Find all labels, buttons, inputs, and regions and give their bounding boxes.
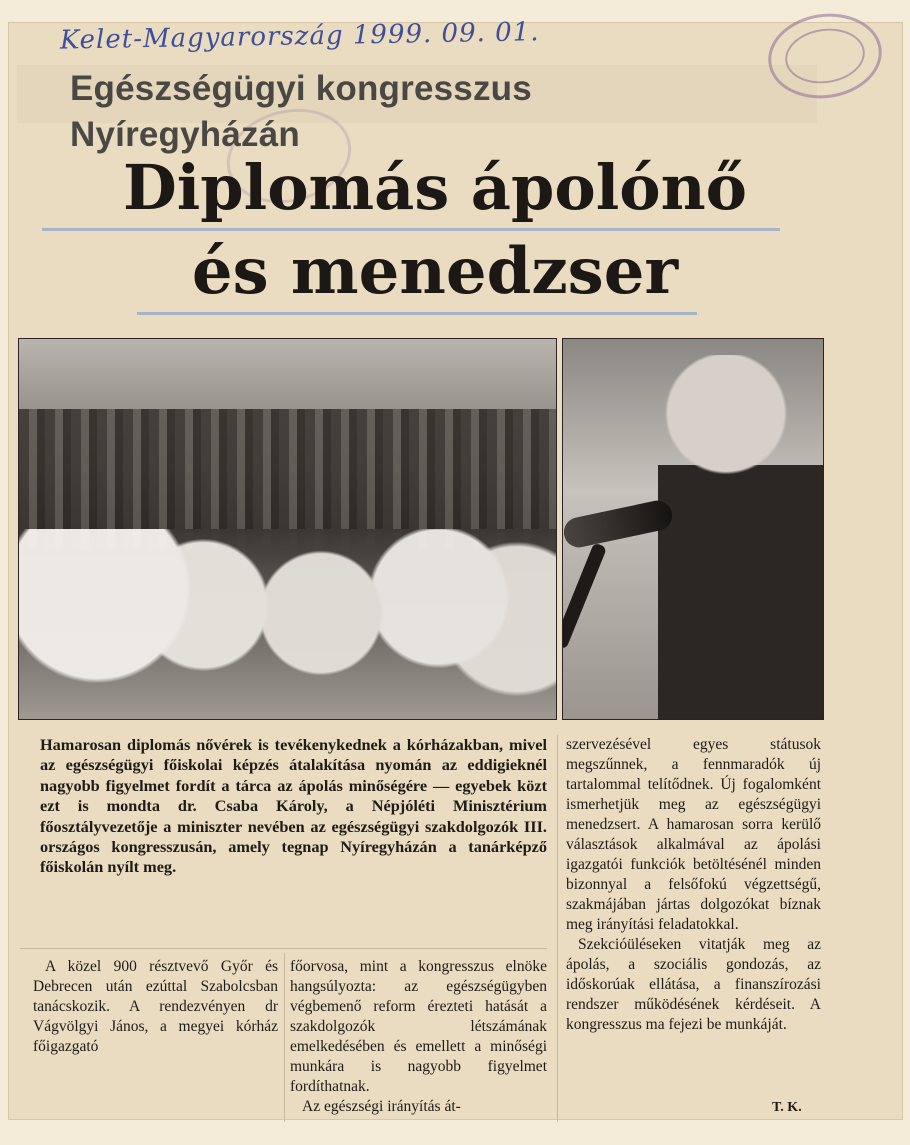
lead-paragraph: Hamarosan diplomás nővérek is tevékenykednek a kórházakban, mivel az egészségügyi főiskolai képzés átalakítása nyomán az eddigieknél nagyobb figyelmet fordít a tárca az ápolás minőségére — egyebek közt ezt is mondta dr. Csaba Károly, a Népjóléti Minisztérium főosztályvezetője a miniszter nevében az egészségügyi szakdolgozók III. országos kongresszusán, amely tegnap Nyíregyházán a tanárképző főiskolán nyílt meg. (40, 735, 547, 877)
column-divider-2 (557, 735, 558, 1122)
headline-underline-1 (42, 228, 780, 231)
author-signature: T. K. (772, 1100, 802, 1115)
column-separator (20, 948, 547, 949)
column-3 (566, 735, 821, 1035)
kicker-heading: Egészségügyi kongresszus Nyíregyházán (70, 69, 532, 154)
microphone-stand (562, 542, 607, 649)
column-1-text: A közel 900 résztvevő Győr és Debrecen után ezúttal Szabolcsban tanácskozik. A rendezvényen dr Vágvölgyi János, a megyei kórház főigazgató (33, 958, 278, 1055)
front-row-audience (18, 529, 557, 720)
column-2-continuation: Az egészségi irányítás át- (302, 1098, 461, 1115)
headline-underline-2 (137, 312, 697, 315)
column-divider-1 (284, 953, 285, 1122)
handwritten-note: Kelet-Magyarország 1999. 09. 01. (59, 17, 540, 56)
audience-rows (19, 409, 556, 549)
audience-photo (18, 338, 557, 720)
speaker-figure (658, 355, 824, 719)
column-2 (290, 957, 547, 1117)
speaker-photo (562, 338, 824, 720)
headline-line-1: Diplomás ápolónő (122, 151, 748, 224)
column-3-text-b: Szekcióüléseken vitatják meg az ápolás, a szociális gondozás, az időskorúak ellátása, a finanszírozási rendszer működésének kérdéseit. A kongresszus ma fejezi be munkáját. (566, 936, 821, 1033)
column-1 (33, 957, 278, 1057)
headline-line-2: és menedzser (191, 234, 679, 309)
column-3-text-a: szervezésével egyes státusok megszűnnek, a fennmaradók új tartalommal telítődnek. Új fogalomként ismerhetjük meg az egészségügyi menedzsert. A hamarosan sorra kerülő választások alkalmával az ápolási igazgatói funkciók betöltésénél minden bizonnyal a felsőfokú végzettségű, szakmájában jártas dolgozókat bíznak meg irányítási feladatokkal. (566, 736, 821, 933)
column-2-text: főorvosa, mint a kongresszus elnöke hangsúlyozta: az egészségügyben végbemenő reform érezteti hatását a szakdolgozók létszámának emelkedésében és emellett a minőségi munkára is nagyobb figyelmet fordíthatnak. (290, 958, 547, 1095)
